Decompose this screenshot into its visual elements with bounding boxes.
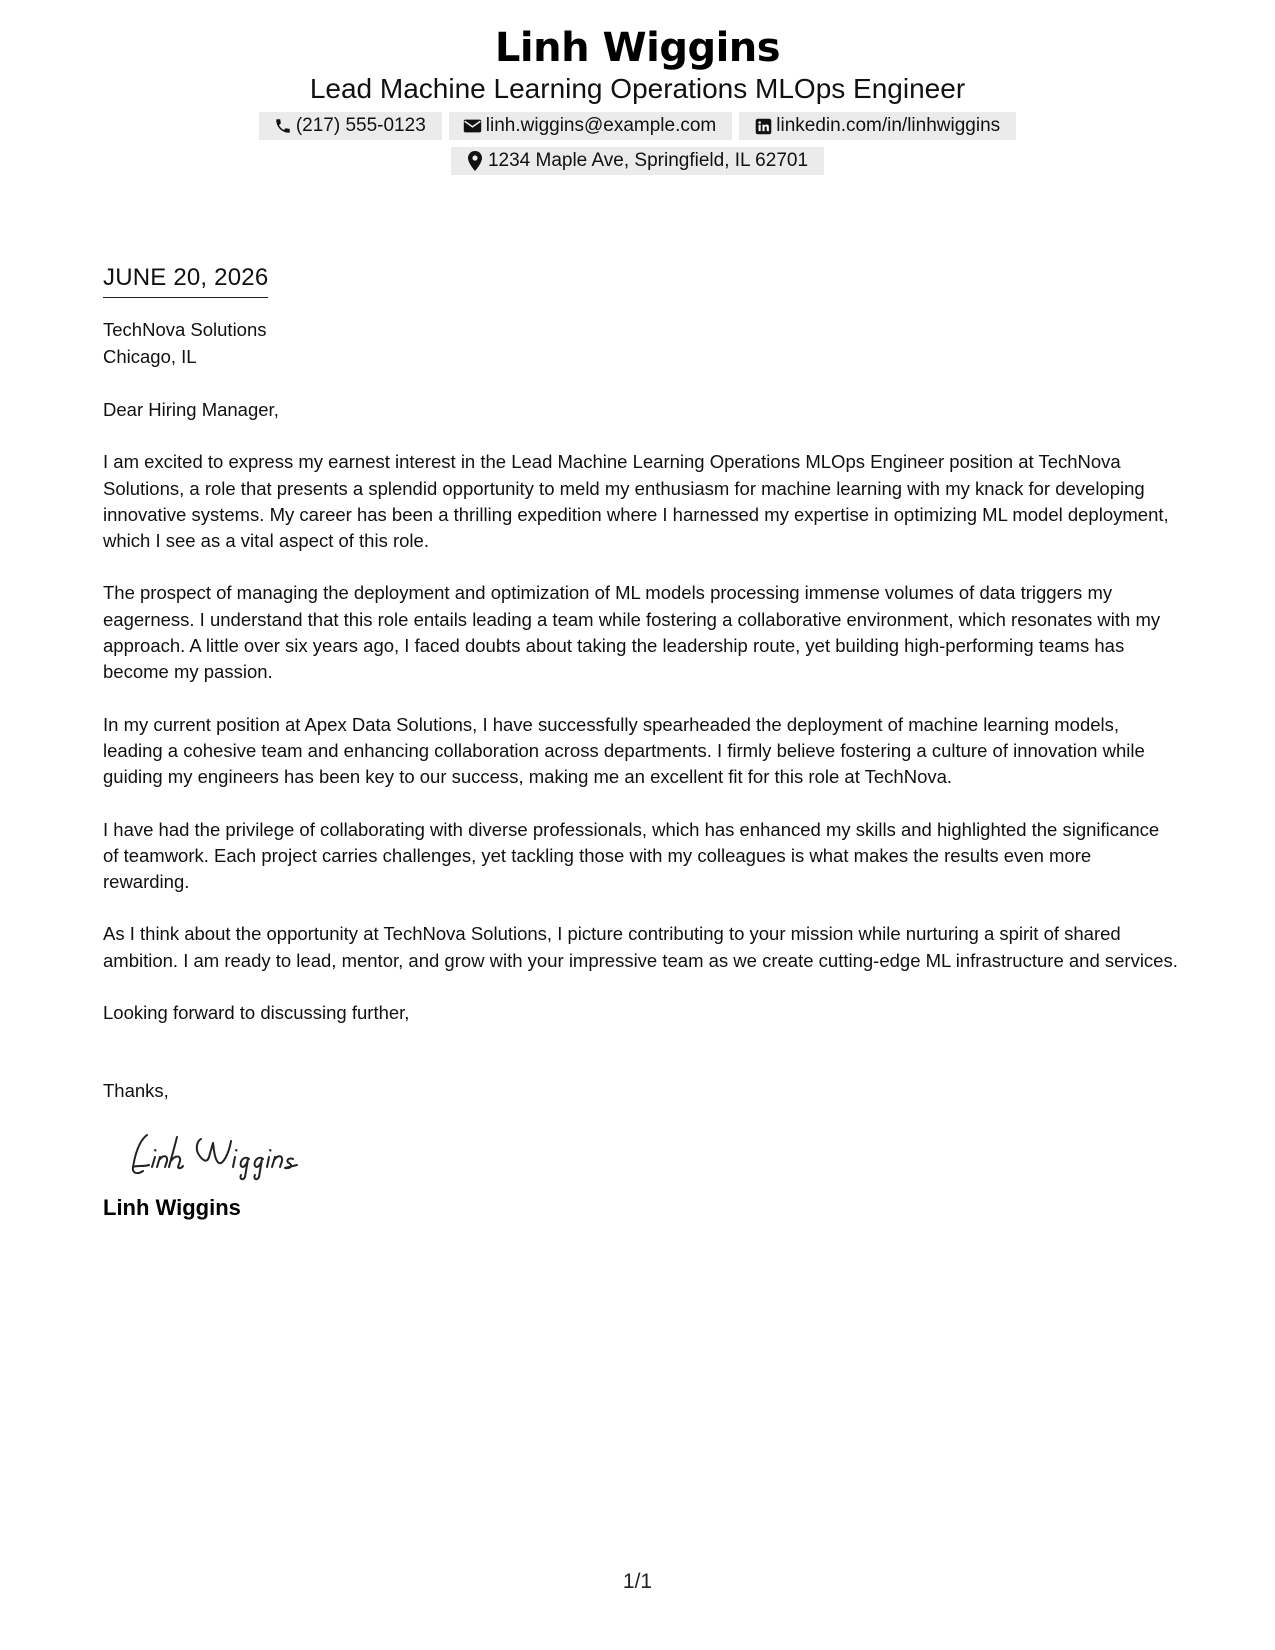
linkedin-text: linkedin.com/in/linhwiggins [776,115,1001,136]
body-paragraph: The prospect of managing the deployment and optimization of ML models processing immense volumes of data triggers my eagerness. I understand that this role entails leading a team while fostering a collaborative environment, which resonates with my approach. A little over six years ago, I faced doubts about taking the leadership route, yet building high-performing teams has become my passion. [103,582,1161,683]
handwritten-signature [125,1121,1178,1183]
address-text: 1234 Maple Ave, Springfield, IL 62701 [487,150,809,171]
recipient-location: Chicago, IL [103,346,197,367]
address-row [0,147,1275,175]
linkedin-contact[interactable] [739,112,1016,140]
letter-header [0,22,1275,175]
address-contact [451,147,824,175]
linkedin-icon [753,116,773,136]
email-contact[interactable] [449,112,733,140]
page-number: 1/1 [622,1570,653,1593]
phone-text: (217) 555-0123 [295,115,426,136]
closing-line: Looking forward to discussing further, [103,1002,410,1024]
body-paragraph: I have had the privilege of collaborating with diverse professionals, which has enhanced my skills and highlighted the significance of teamwork. Each project carries challenges, yet tackling those with my colleagues is what makes the results even more rewarding. [103,818,1160,893]
printed-name: Linh Wiggins [103,1194,241,1220]
phone-contact [259,112,442,140]
body-paragraph: In my current position at Apex Data Solutions, I have successfully spearheaded the deployment of machine learning models, leading a cohesive team and enhancing collaboration across departments. I firmly believe fostering a culture of innovation while guiding my engineers has been key to our success, making me an excellent fit for this role at TechNova. [103,713,1145,788]
applicant-job-title: Lead Machine Learning Operations MLOps Engineer [309,73,966,104]
map-marker-icon [465,151,485,171]
recipient-block [103,316,1178,370]
recipient-company: TechNova Solutions [103,319,267,340]
contact-row [0,112,1275,140]
envelope-icon [463,116,483,136]
sign-off: Thanks, [103,1080,169,1102]
body-paragraph: As I think about the opportunity at TechNova Solutions, I picture contributing to your mission while nurturing a spirit of shared ambition. I am ready to lead, mentor, and grow with your impressive team as we create cutting-edge ML infrastructure and services. [103,923,1178,971]
letter-body [103,262,1178,1221]
phone-icon [273,116,293,136]
salutation: Dear Hiring Manager, [103,399,279,420]
applicant-name: Linh Wiggins [494,25,781,71]
body-paragraph: I am excited to express my earnest interest in the Lead Machine Learning Operations MLOps Engineer position at TechNova Solutions, a role that presents a splendid opportunity to meld my enthusiasm for machine learning with my knack for developing innovative systems. My career has been a thrilling expedition where I harnessed my expertise in optimizing ML model deployment, which I see as a vital aspect of this role. [103,451,1169,552]
letter-date: JUNE 20, 2026 [103,262,268,298]
email-text: linh.wiggins@example.com [485,115,717,136]
